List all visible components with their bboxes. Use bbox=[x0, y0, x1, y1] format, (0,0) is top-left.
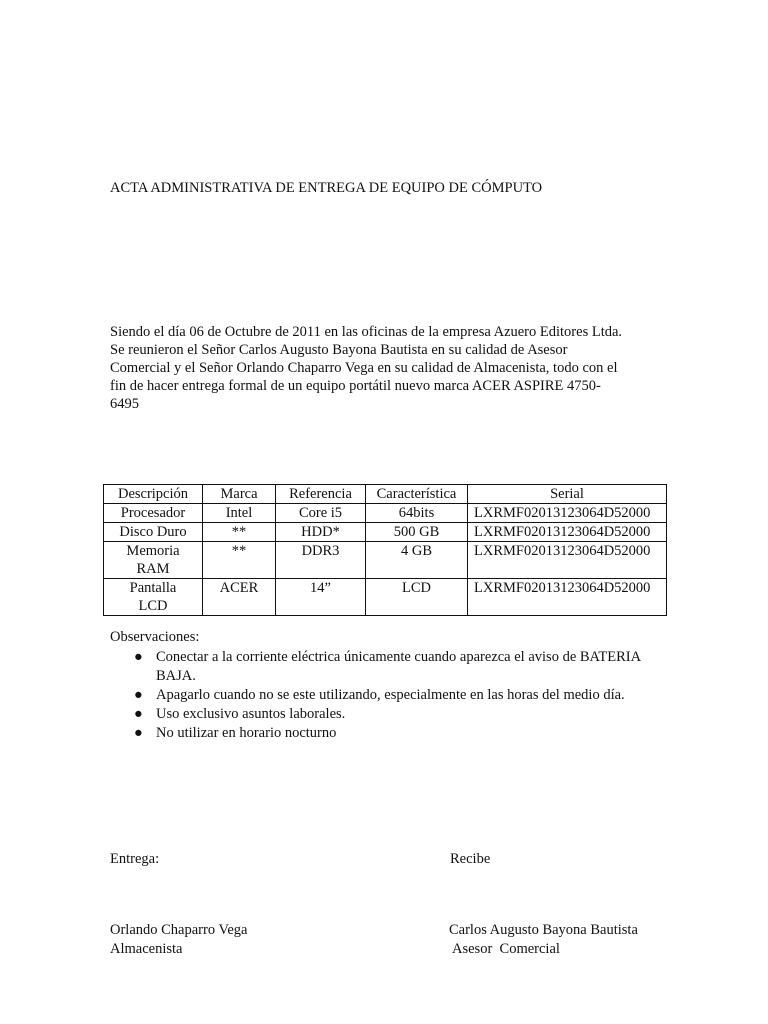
recibe-role: Asesor Comercial bbox=[452, 941, 560, 957]
entrega-name: Orlando Chaparro Vega bbox=[110, 922, 248, 938]
paragraph-line: Se reunieron el Señor Carlos Augusto Bayona Bautista en su calidad de Asesor bbox=[110, 342, 568, 358]
table-cell: 500 GB bbox=[366, 523, 468, 542]
header-cell: Descripción bbox=[104, 485, 203, 504]
paragraph-line: Comercial y el Señor Orlando Chaparro Vega en su calidad de Almacenista, todo con el bbox=[110, 360, 618, 376]
list-item bbox=[130, 705, 690, 724]
table-row bbox=[104, 542, 667, 579]
bullet-icon: ● bbox=[134, 687, 143, 703]
table-cell: LXRMF02013123064D52000 bbox=[468, 542, 667, 579]
table-cell: Pantalla LCD bbox=[104, 579, 203, 616]
table-cell: Memoria RAM bbox=[104, 542, 203, 579]
table-cell: Core i5 bbox=[276, 504, 366, 523]
table-row bbox=[104, 504, 667, 523]
table-cell: 4 GB bbox=[366, 542, 468, 579]
list-item-text: Conectar a la corriente eléctrica únicamente cuando aparezca el aviso de BATERIA BAJA. bbox=[156, 649, 641, 684]
list-item-text: Apagarlo cuando no se este utilizando, especialmente en las horas del medio día. bbox=[156, 687, 625, 703]
entrega-label: Entrega: bbox=[110, 851, 160, 867]
table-cell: HDD* bbox=[276, 523, 366, 542]
table-cell: LXRMF02013123064D52000 bbox=[468, 523, 667, 542]
list-item-text: No utilizar en horario nocturno bbox=[156, 725, 337, 741]
bullet-icon: ● bbox=[134, 725, 143, 741]
table-cell: LCD bbox=[366, 579, 468, 616]
table-cell: ACER bbox=[203, 579, 276, 616]
table-row bbox=[104, 523, 667, 542]
recibe-name: Carlos Augusto Bayona Bautista bbox=[449, 922, 638, 938]
entrega-role: Almacenista bbox=[110, 941, 183, 957]
paragraph-line: 6495 bbox=[110, 396, 139, 412]
observations-label: Observaciones: bbox=[110, 629, 200, 645]
list-item bbox=[130, 686, 690, 705]
list-item-text: Uso exclusivo asuntos laborales. bbox=[156, 706, 346, 722]
table-row bbox=[104, 579, 667, 616]
table-cell: ** bbox=[203, 523, 276, 542]
recibe-label: Recibe bbox=[450, 851, 491, 867]
list-item bbox=[130, 648, 690, 686]
header-cell: Referencia bbox=[276, 485, 366, 504]
bullet-icon: ● bbox=[134, 649, 143, 665]
list-item bbox=[130, 724, 690, 743]
table-cell: 14” bbox=[276, 579, 366, 616]
table-cell: LXRMF02013123064D52000 bbox=[468, 504, 667, 523]
header-cell: Característica bbox=[366, 485, 468, 504]
paragraph-line: fin de hacer entrega formal de un equipo portátil nuevo marca ACER ASPIRE 4750- bbox=[110, 378, 601, 394]
table-cell: Disco Duro bbox=[104, 523, 203, 542]
equipment-table bbox=[103, 484, 667, 616]
table-cell: Procesador bbox=[104, 504, 203, 523]
paragraph-line: Siendo el día 06 de Octubre de 2011 en las oficinas de la empresa Azuero Editores Ltda. bbox=[110, 324, 623, 340]
document-title: ACTA ADMINISTRATIVA DE ENTREGA DE EQUIPO DE CÓMPUTO bbox=[110, 180, 543, 196]
entrega-signature bbox=[110, 921, 247, 959]
intro-paragraph bbox=[110, 323, 670, 413]
table-header-row bbox=[104, 485, 667, 504]
table-cell: Intel bbox=[203, 504, 276, 523]
bullet-icon: ● bbox=[134, 706, 143, 722]
recibe-signature bbox=[449, 921, 638, 959]
header-cell: Serial bbox=[468, 485, 667, 504]
table-cell: 64bits bbox=[366, 504, 468, 523]
table-cell: DDR3 bbox=[276, 542, 366, 579]
table-cell: ** bbox=[203, 542, 276, 579]
observations-list bbox=[130, 648, 690, 743]
header-cell: Marca bbox=[203, 485, 276, 504]
table-cell: LXRMF02013123064D52000 bbox=[468, 579, 667, 616]
